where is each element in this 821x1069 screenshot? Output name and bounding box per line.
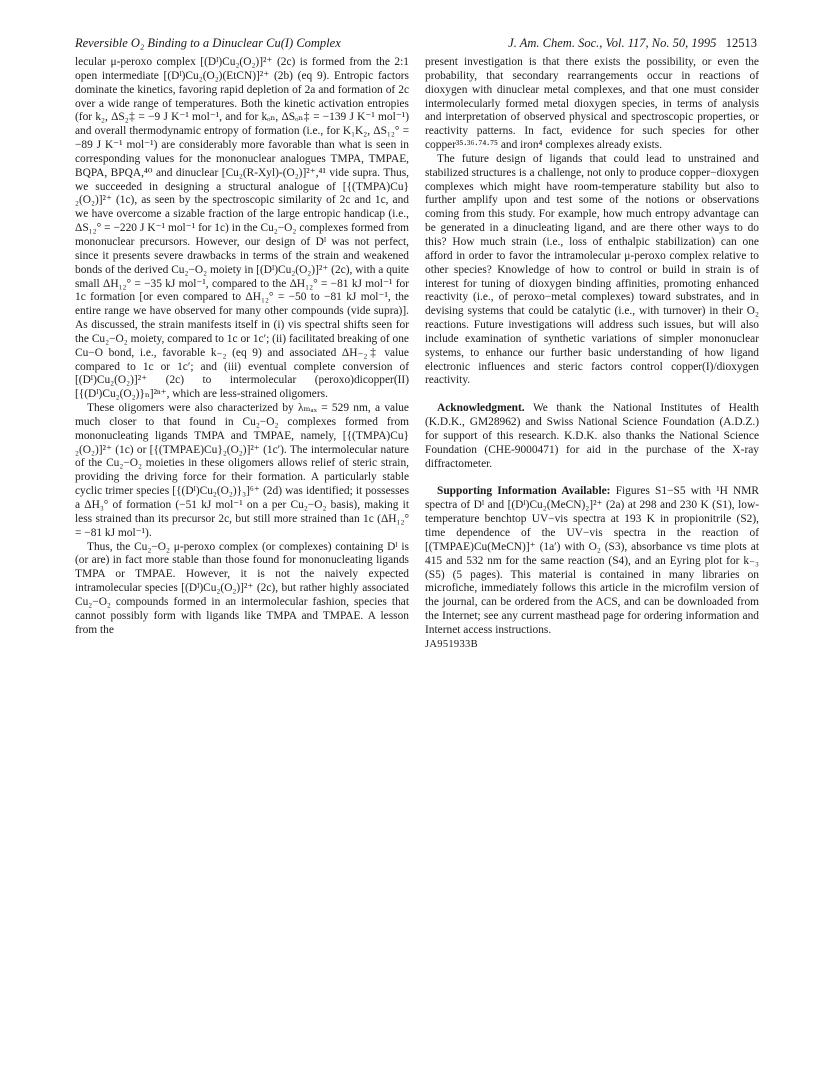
manuscript-id: JA951933B xyxy=(425,638,478,650)
left-column xyxy=(75,56,409,637)
supporting-info-text: Figures S1−S5 with ¹H NMR spectra of Dᴵ and [(Dᴵ)Cu₂(MeCN)₂]²⁺ (2a) at 298 and 230 K (S1), low-temperature benchtop UV−vis spectra at 193 K in propionitrile (S2), time dependence of the UV−vis spectra in the reaction of [(TMPAE)Cu(MeCN)]⁺ (1a′) with O₂ (S3), absorbance vs time plots at 415 and 532 nm for the same reaction (S4), and an Eyring plot for k₋₃ (S5) (5 pages). This material is contained in many libraries on microfiche, immediately follows this article in the microfilm version of the journal, can be ordered from the ACS, and can be downloaded from the Internet; see any current masthead page for ordering information and Internet access instructions. xyxy=(425,485,759,636)
supporting-info-heading: Supporting Information Available: xyxy=(437,485,611,498)
journal-citation xyxy=(508,36,757,51)
left-paragraph-2: These oligomers were also characterized by λₘₐₓ = 529 nm, a value much closer to that found in Cu₂−O₂ complexes formed from mononucleating ligands TMPA and TMPAE, namely, [{(TMPA)Cu}₂(O₂)]²⁺ (1c) or [{(TMPAE)Cu}₂(O₂)]²⁺ (1c′). The intermolecular nature of the Cu₂−O₂ moieties in these oligomers allows relief of steric strain, providing the driving force for their formation. A particularly stable cyclic trimer species [{(Dᴵ)Cu₂(O₂)}₃]⁶⁺ (2d) was identified; it possesses a ΔH₃° of formation (−51 kJ mol⁻¹ on a per Cu₂−O₂ basis), making it less strained than its precursor 2c, but still more strained than 1c (ΔH₁₂° = −81 kJ mol⁻¹). xyxy=(75,402,409,539)
left-paragraph-3: Thus, the Cu₂−O₂ μ-peroxo complex (or complexes) containing Dᴵ is (or are) in fact more stable than those found for mononucleating ligands TMPA or TMPAE. However, it is not the naively expected intramolecular species [(Dᴵ)Cu₂(O₂)]²⁺ (2c), but rather highly associated Cu₂−O₂ compounds formed in an intermolecular fashion, species that cannot possibly form with ligands like TMPA and TMPAE. A lesson from the xyxy=(75,540,409,636)
acknowledgment-section xyxy=(425,402,759,471)
journal-name: J. Am. Chem. Soc., Vol. 117, No. 50, 1995 xyxy=(508,36,717,50)
supporting-info-section xyxy=(425,485,759,637)
left-paragraph-1: lecular μ-peroxo complex [(Dᴵ)Cu₂(O₂)]²⁺ (2c) is formed from the 2:1 open intermediate [(Dᴵ)Cu₂(O₂)(EtCN)]²⁺ (2b) (eq 9). Entropic factors dominate the kinetics, favoring rapid depletion of 2a and formation of 2c over a wide range of temperatures. Both the kinetic activation entropies (for k₂, ΔS₂‡ = −9 J K⁻¹ mol⁻¹, and for kₒₙ, ΔSₒₙ‡ = −139 J K⁻¹ mol⁻¹) and overall thermodynamic entropy of formation (i.e., for K₁K₂, ΔS₁₂° = −89 J K⁻¹ mol⁻¹) are considerably more favorable than what is seen in corresponding values for the mononuclear analogues TMPA, TMPAE, BQPA, BPQA,⁴⁰ and dinuclear [Cu₂(R-Xyl)-(O₂)]²⁺,⁴¹ vide supra. Thus, we succeeded in designing a structural analogue of [{(TMPA)Cu}₂(O₂)]²⁺ (1c), as seen by the spectroscopic similarity of 2c and 1c, and we have overcome a sizable fraction of the large entropic handicap (i.e., ΔS₁₂° = −220 J K⁻¹ mol⁻¹ for 1c) in the Cu₂−O₂ complexes formed from mononuclear precursors. However, our design of Dᴵ was not perfect, since it presents severe drawbacks in terms of the strain and weakened bonds of the derived Cu₂−O₂ moiety in [(Dᴵ)Cu₂(O₂)]²⁺ (2c), with a quite small ΔH₁₂° = −35 kJ mol⁻¹, compared to the ΔH₁₂° = −81 kJ mol⁻¹ for 1c formation [or even compared to ΔH₁₂° = −50 to −81 kJ mol⁻¹, the entire range we have observed for many other compounds (vide supra)]. As discussed, the strain manifests itself in (i) vis spectral shifts seen for the Cu₂−O₂ moiety, compared to 1c or 1c′; (ii) facilitated breaking of one Cu−O bond, i.e., favorable k₋₂ (eq 9) and associated ΔH₋₂‡ value compared to 1c or 1c′; and (iii) eventual complete conversion of [(Dᴵ)Cu₂(O₂)]²⁺ (2c) to intermolecular (peroxo)dicopper(II) [{(Dᴵ)Cu₂(O₂)}ₙ]²ⁿ⁺, which are less-strained oligomers. xyxy=(75,56,409,401)
running-title: Reversible O₂ Binding to a Dinuclear Cu(I) Complex xyxy=(75,36,341,50)
right-paragraph-2: The future design of ligands that could lead to unstrained and stabilized structures is a challenge, not only to produce copper−dioxygen complexes which might have room-temperature stability but also to further amplify upon and test some of the notions or observations coming from this study. For example, how much entropy advantage can be generated in a dinucleating ligand, and are there other ways to do this? How much strain (i.e., loss of enthalpic stabilization) can one afford in order to favor the intramolecular μ-peroxo complex relative to other species? Knowledge of how to control or build in strain is of interest for tuning of dioxygen binding affinities, promoting enhanced reactivity (i.e., of peroxo−metal complexes) toward substrates, and in devising systems that could be catalytic (i.e., with turnover) in their O₂ reactions. Future investigations will address such issues, but will also include examination of synthetic variations of simpler mononuclear systems, to enhance our further basic understanding of how ligand electronic influences and steric factors control copper(I)/dioxygen reactivity. xyxy=(425,152,759,387)
page-number: 12513 xyxy=(725,36,757,50)
right-column xyxy=(425,56,759,652)
acknowledgment-heading: Acknowledgment. xyxy=(437,402,525,415)
acknowledgment-text: We thank the National Institutes of Health (K.D.K., GM28962) and Swiss National Science Foundation (A.D.Z.) for support of this research. K.D.K. also thanks the National Science Foundation (CHE-9000471) for aid in the purchase of the X-ray diffractometer. xyxy=(425,402,759,470)
right-paragraph-1: present investigation is that there exists the possibility, or even the probability, that secondary rearrangements occur in reactions of dioxygen with dinuclear metal complexes, and that one must consider intermolecularly formed metal dioxygen species, in terms of analysis and interpretation of observed physical and spectroscopic properties, or reactivity patterns. In fact, evidence for such species for other copper³⁵·³⁶·⁷⁴·⁷⁵ and iron⁴ complexes already exists. xyxy=(425,56,759,152)
